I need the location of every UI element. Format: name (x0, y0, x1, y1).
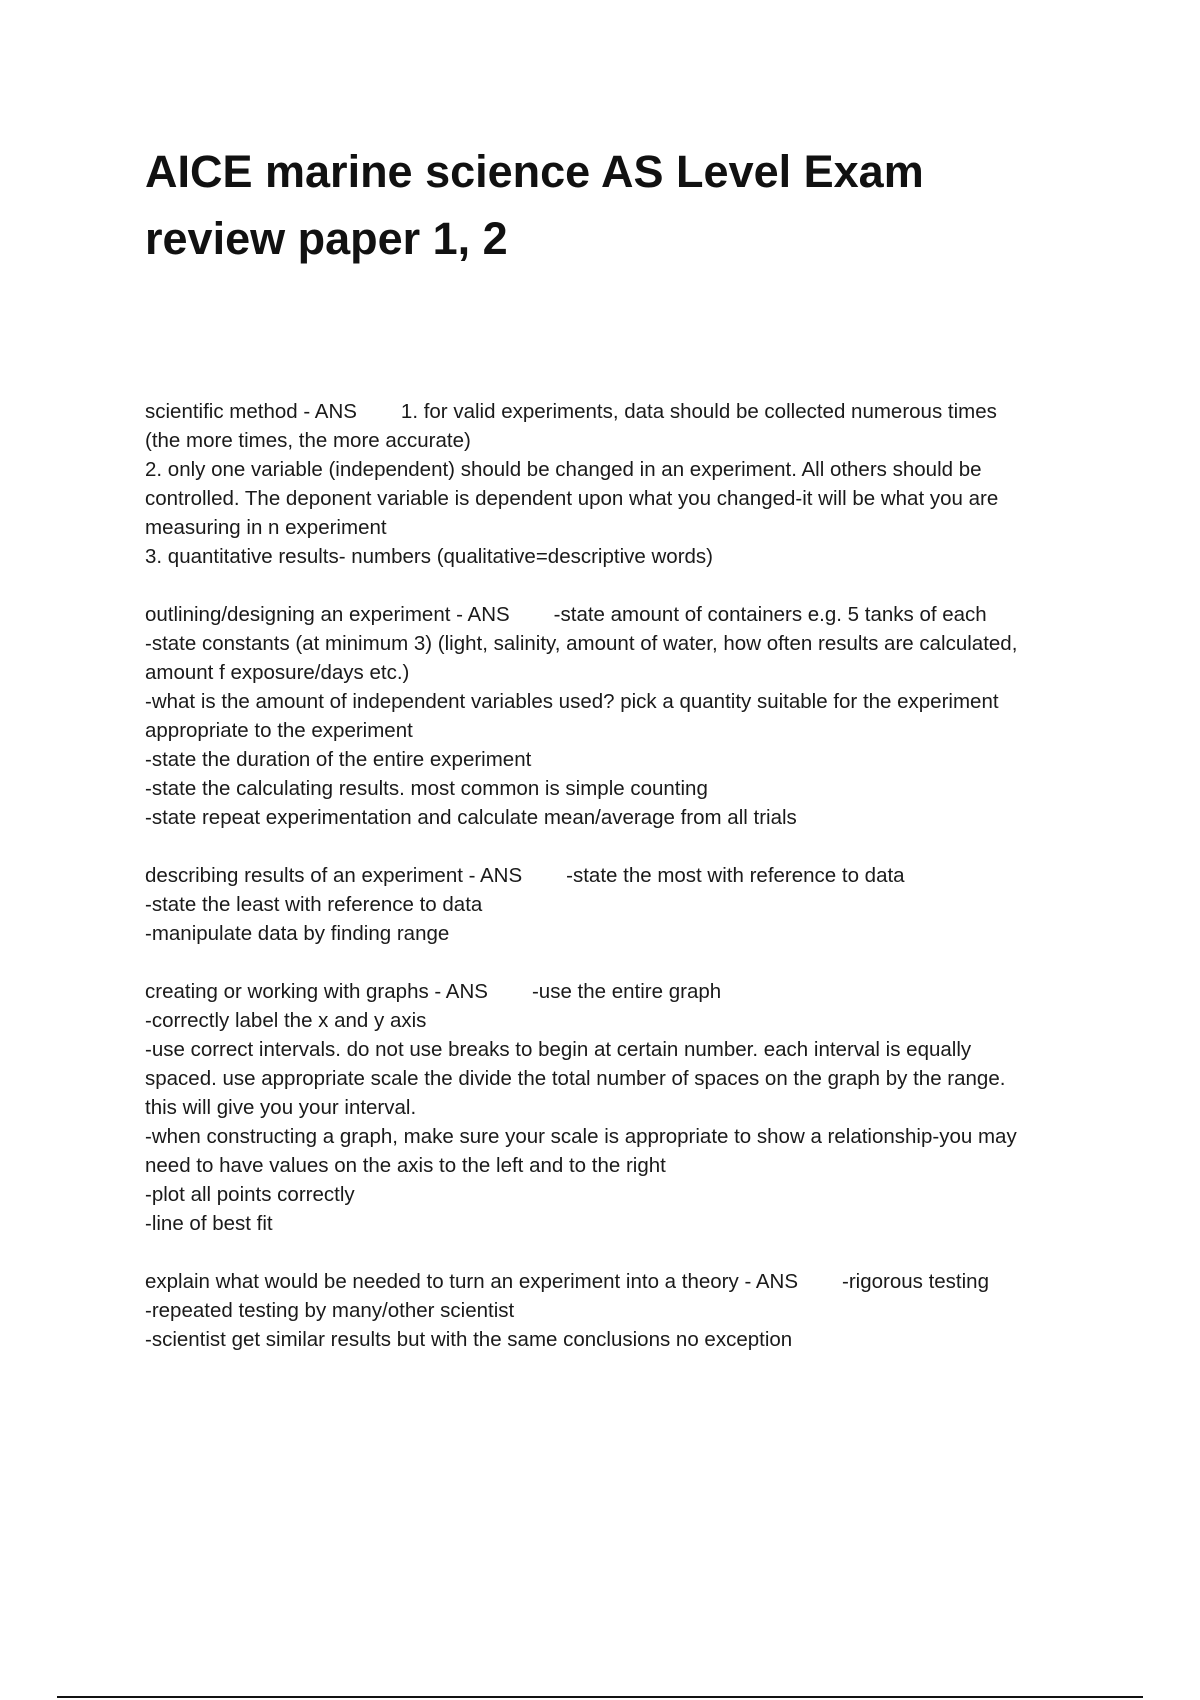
qa-first-line (145, 977, 1145, 1006)
qa-answer: -state the most with reference to data (566, 864, 905, 887)
qa-answer-line: amount f exposure/days etc.) (145, 661, 410, 684)
qa-answer: -use the entire graph (531, 980, 722, 1003)
qa-entry-theory (145, 1267, 1145, 1354)
qa-answer-line: -state the least with reference to data (145, 893, 483, 916)
title-line: AICE marine science AS Level Exam (145, 146, 924, 197)
qa-answer-line: measuring in n experiment (145, 516, 387, 539)
qa-answer-line: -scientist get similar results but with the same conclusions no exception (145, 1328, 793, 1351)
qa-first-line (145, 397, 1145, 426)
qa-entry-scientific-method (145, 397, 1145, 571)
qa-entry-designing-experiment (145, 600, 1145, 832)
qa-answer-line: (the more times, the more accurate) (145, 429, 471, 452)
qa-answer-line: -plot all points correctly (145, 1183, 355, 1206)
qa-answer: 1. for valid experiments, data should be collected numerous times (400, 400, 997, 423)
qa-answer-line: -what is the amount of independent variables used? pick a quantity suitable for the experiment (145, 690, 999, 713)
qa-term: outlining/designing an experiment - ANS (145, 603, 510, 626)
qa-term: explain what would be needed to turn an experiment into a theory - ANS (145, 1270, 798, 1293)
qa-entry-describing-results (145, 861, 1145, 948)
qa-answer-line: -state the duration of the entire experiment (145, 748, 532, 771)
qa-first-line (145, 861, 1145, 890)
title-line: review paper 1, 2 (145, 213, 508, 264)
page-title (145, 138, 1105, 272)
qa-answer-line: -correctly label the x and y axis (145, 1009, 427, 1032)
qa-answer-line: controlled. The deponent variable is dependent upon what you changed-it will be what you are (145, 487, 999, 510)
qa-answer-line: -use correct intervals. do not use breaks to begin at certain number. each interval is equally (145, 1038, 972, 1061)
qa-entry-graphs (145, 977, 1145, 1238)
qa-answer-line: need to have values on the axis to the left and to the right (145, 1154, 666, 1177)
qa-answer-line: -repeated testing by many/other scientist (145, 1299, 515, 1322)
qa-answer-line: 3. quantitative results- numbers (qualitative=descriptive words) (145, 545, 713, 568)
qa-list (145, 397, 1145, 1383)
qa-answer: -rigorous testing (842, 1270, 989, 1293)
qa-answer-line: appropriate to the experiment (145, 719, 413, 742)
qa-answer-line: -state the calculating results. most common is simple counting (145, 777, 708, 800)
qa-answer-line: spaced. use appropriate scale the divide the total number of spaces on the graph by the range. (145, 1067, 1006, 1090)
qa-term: describing results of an experiment - ANS (145, 864, 523, 887)
qa-answer-line: -when constructing a graph, make sure your scale is appropriate to show a relationship-you may (145, 1125, 1017, 1148)
qa-answer: -state amount of containers e.g. 5 tanks of each (553, 603, 987, 626)
qa-first-line (145, 1267, 1145, 1296)
qa-answer-line: -manipulate data by finding range (145, 922, 450, 945)
qa-answer-line: -line of best fit (145, 1212, 273, 1235)
qa-answer-line: -state constants (at minimum 3) (light, salinity, amount of water, how often results are calculated, (145, 632, 1018, 655)
qa-term: creating or working with graphs - ANS (145, 980, 488, 1003)
qa-first-line (145, 600, 1145, 629)
qa-answer-line: -state repeat experimentation and calculate mean/average from all trials (145, 806, 797, 829)
qa-answer-line: 2. only one variable (independent) should be changed in an experiment. All others should be (145, 458, 982, 481)
qa-answer-line: this will give you your interval. (145, 1096, 417, 1119)
qa-term: scientific method - ANS (145, 400, 357, 423)
footer-divider (57, 1696, 1143, 1698)
